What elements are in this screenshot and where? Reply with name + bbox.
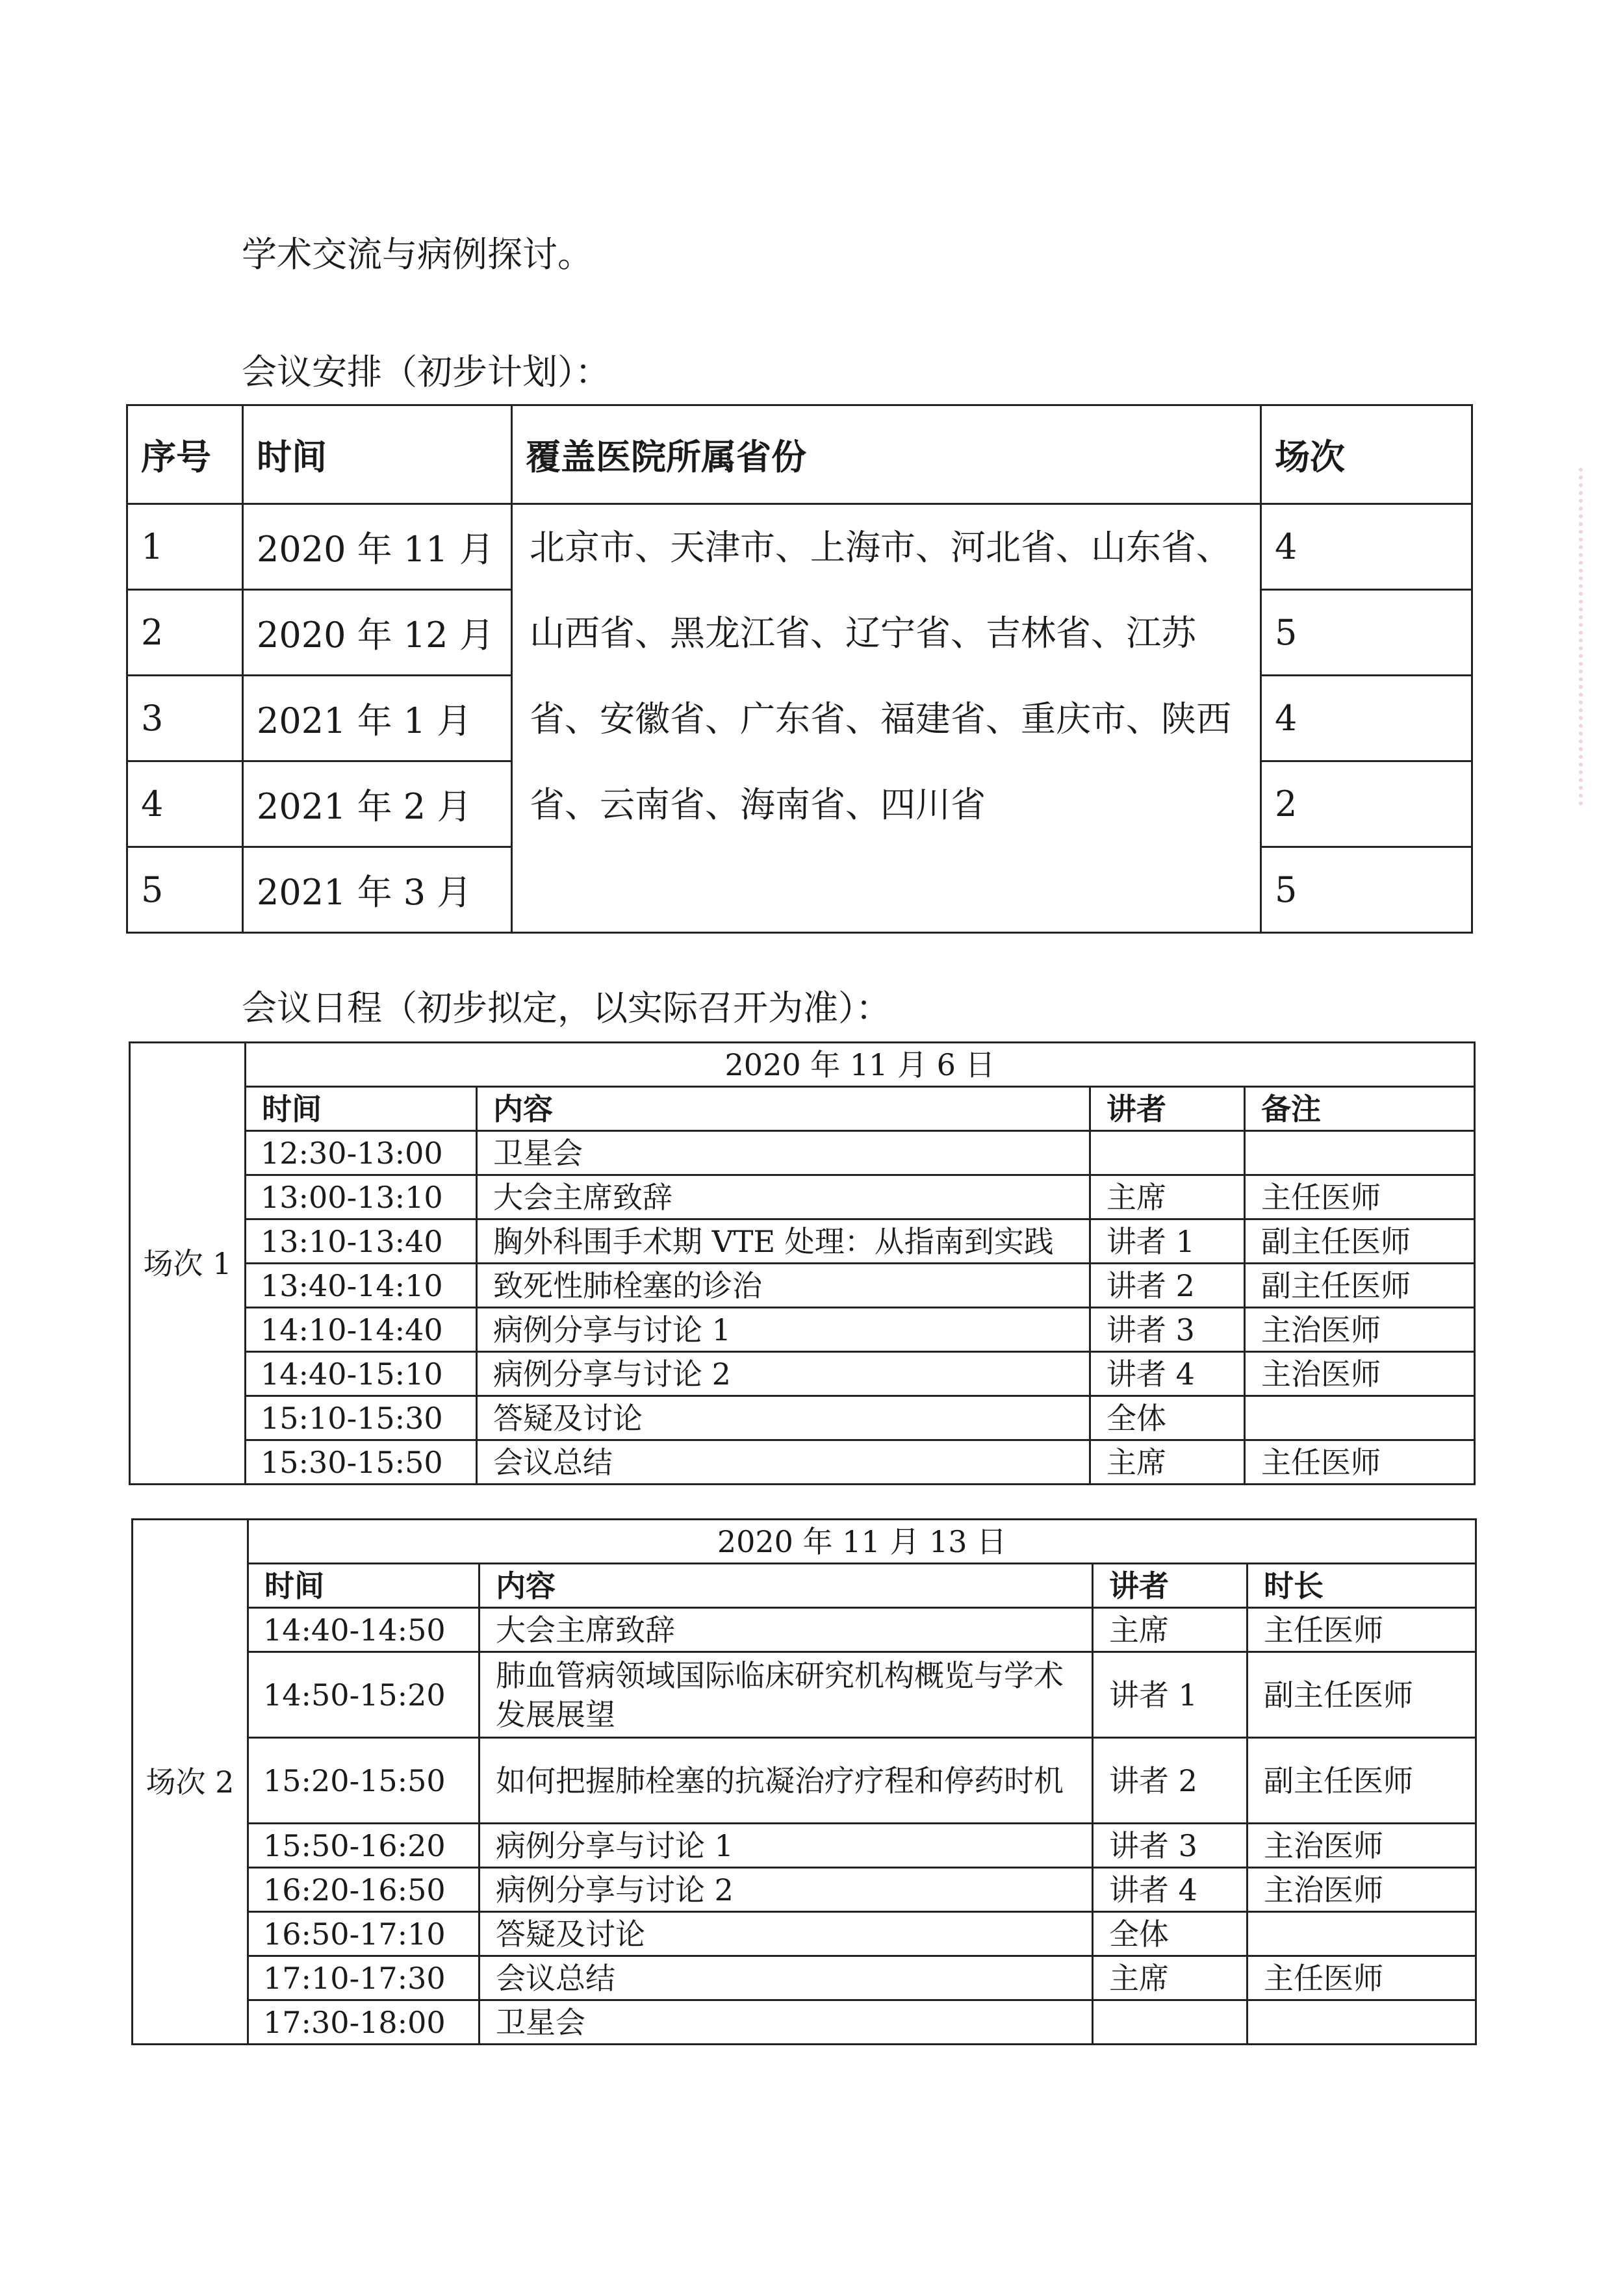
row-sessions: 5 [1261,847,1472,933]
plan-heading: 会议安排（初步计划）： [242,351,610,392]
row-speaker: 讲者 4 [1090,1352,1245,1396]
row-note: 主任医师 [1247,1608,1476,1652]
row-speaker: 讲者 3 [1093,1824,1247,1868]
header-time: 时间 [243,405,512,504]
row-time: 16:20-16:50 [248,1868,480,1912]
col-speaker: 讲者 [1090,1087,1245,1131]
row-speaker: 讲者 1 [1093,1652,1247,1738]
row-time: 14:50-15:20 [248,1652,480,1738]
row-note [1245,1131,1475,1175]
row-time: 12:30-13:00 [246,1131,477,1175]
row-speaker: 讲者 4 [1093,1868,1247,1912]
header-sessions: 场次 [1261,405,1472,504]
row-time: 14:10-14:40 [246,1308,477,1352]
seal-mark [1579,468,1609,806]
row-time: 15:20-15:50 [248,1738,480,1824]
provinces-cell: 北京市、天津市、上海市、河北省、山东省、山西省、黑龙江省、辽宁省、吉林省、江苏省、安徽省、广东省、福建省、重庆市、陕西省、云南省、海南省、四川省 [512,504,1261,933]
row-time: 2021 年 3 月 [243,847,512,933]
row-sessions: 4 [1261,504,1472,590]
intro-line: 学术交流与病例探讨。 [242,234,593,275]
col-time: 时间 [248,1564,480,1608]
row-content: 会议总结 [480,1956,1093,2000]
row-time: 2021 年 1 月 [243,676,512,761]
col-content: 内容 [480,1564,1093,1608]
row-content: 肺血管病领域国际临床研究机构概览与学术发展展望 [480,1652,1093,1738]
row-note [1247,1912,1476,1956]
row-no: 3 [127,676,243,761]
row-time: 13:40-14:10 [246,1264,477,1308]
row-speaker [1090,1131,1245,1175]
row-speaker: 讲者 1 [1090,1219,1245,1264]
row-content: 卫星会 [477,1131,1090,1175]
row-content: 卫星会 [480,2000,1093,2045]
row-note: 副主任医师 [1245,1219,1475,1264]
row-note [1245,1396,1475,1440]
row-time: 2020 年 12 月 [243,590,512,676]
row-speaker: 主席 [1093,1608,1247,1652]
col-note: 备注 [1245,1087,1475,1131]
row-time: 15:50-16:20 [248,1824,480,1868]
row-note: 主任医师 [1247,1956,1476,2000]
col-content: 内容 [477,1087,1090,1131]
row-time: 15:30-15:50 [246,1440,477,1485]
row-content: 大会主席致辞 [480,1608,1093,1652]
session1-table [129,1041,1476,1485]
row-note: 副主任医师 [1245,1264,1475,1308]
row-content: 答疑及讨论 [480,1912,1093,1956]
row-content: 病例分享与讨论 1 [477,1308,1090,1352]
row-speaker: 全体 [1090,1396,1245,1440]
session2-label: 场次 2 [133,1520,248,2045]
col-speaker: 讲者 [1093,1564,1247,1608]
row-content: 致死性肺栓塞的诊治 [477,1264,1090,1308]
row-time: 15:10-15:30 [246,1396,477,1440]
row-content: 会议总结 [477,1440,1090,1485]
session2-table [131,1518,1477,2045]
row-content: 答疑及讨论 [477,1396,1090,1440]
row-speaker: 全体 [1093,1912,1247,1956]
row-note [1247,2000,1476,2045]
row-note: 主治医师 [1245,1308,1475,1352]
row-speaker: 主席 [1090,1440,1245,1485]
col-duration: 时长 [1247,1564,1476,1608]
session1-date: 2020 年 11 月 6 日 [246,1043,1475,1087]
row-content: 大会主席致辞 [477,1175,1090,1219]
row-content: 病例分享与讨论 2 [480,1868,1093,1912]
row-time: 16:50-17:10 [248,1912,480,1956]
row-speaker: 讲者 2 [1093,1738,1247,1824]
row-note: 主任医师 [1245,1440,1475,1485]
row-note: 主治医师 [1245,1352,1475,1396]
col-time: 时间 [246,1087,477,1131]
row-time: 2021 年 2 月 [243,761,512,847]
schedule-heading: 会议日程（初步拟定，以实际召开为准）： [242,988,891,1028]
row-no: 2 [127,590,243,676]
row-note: 主治医师 [1247,1868,1476,1912]
row-time: 14:40-15:10 [246,1352,477,1396]
session2-date: 2020 年 11 月 13 日 [248,1520,1476,1564]
row-no: 1 [127,504,243,590]
row-sessions: 5 [1261,590,1472,676]
row-time: 14:40-14:50 [248,1608,480,1652]
row-speaker: 讲者 3 [1090,1308,1245,1352]
row-content: 胸外科围手术期 VTE 处理：从指南到实践 [477,1219,1090,1264]
row-no: 5 [127,847,243,933]
row-sessions: 2 [1261,761,1472,847]
row-content: 病例分享与讨论 1 [480,1824,1093,1868]
row-note: 主治医师 [1247,1824,1476,1868]
row-note: 副主任医师 [1247,1652,1476,1738]
row-speaker: 讲者 2 [1090,1264,1245,1308]
session1-label: 场次 1 [130,1043,246,1485]
row-time: 17:30-18:00 [248,2000,480,2045]
meeting-plan-table [126,404,1473,934]
row-time: 13:00-13:10 [246,1175,477,1219]
row-speaker: 主席 [1090,1175,1245,1219]
row-speaker: 主席 [1093,1956,1247,2000]
row-no: 4 [127,761,243,847]
row-note: 副主任医师 [1247,1738,1476,1824]
row-time: 17:10-17:30 [248,1956,480,2000]
row-speaker [1093,2000,1247,2045]
header-no: 序号 [127,405,243,504]
row-sessions: 4 [1261,676,1472,761]
row-content: 如何把握肺栓塞的抗凝治疗疗程和停药时机 [480,1738,1093,1824]
row-time: 2020 年 11 月 [243,504,512,590]
row-note: 主任医师 [1245,1175,1475,1219]
row-time: 13:10-13:40 [246,1219,477,1264]
row-content: 病例分享与讨论 2 [477,1352,1090,1396]
header-provinces: 覆盖医院所属省份 [512,405,1261,504]
